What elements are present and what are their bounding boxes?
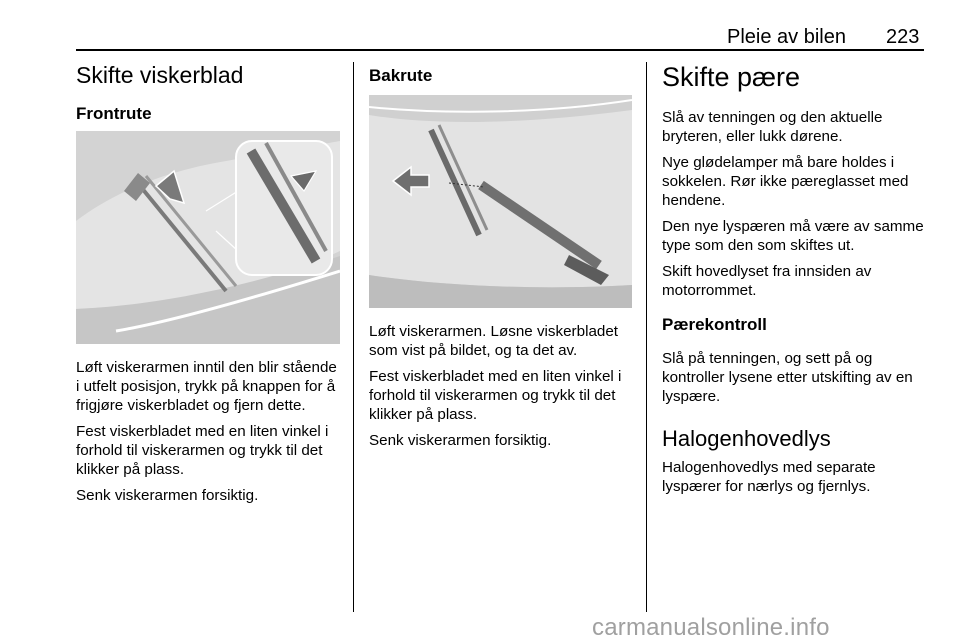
subheading-rear: Bakrute [369,66,433,85]
paragraph-front-2: Fest viskerbladet med en liten vinkel i forhold til viskerarmen og trykk til det klikker på plass. [76,423,329,478]
column-right [662,62,928,496]
subheading-front: Frontrute [76,104,152,123]
paragraph-front-1: Løft viskerarmen inntil den blir stående i utfelt posisjon, trykk på knappen for å frigjøre viskerbladet og fjern dette. [76,359,337,414]
paragraph-front-3: Senk viskerarmen forsiktig. [76,487,259,504]
running-header-title: Pleie av bilen [727,26,846,48]
page-number: 223 [886,26,920,48]
paragraph-bulb-3: Den nye lyspæren må være av samme type som den som skiftes ut. [662,218,924,254]
paragraph-rear-1: Løft viskerarmen. Løsne viskerbladet som vist på bildet, og ta det av. [369,323,618,359]
section-heading-halogen: Halogenhovedlys [662,426,831,451]
front-wiper-illustration [76,131,340,344]
paragraph-bulb-4: Skift hovedlyset fra innsiden av motorrommet. [662,263,872,299]
subheading-bulb-check: Pærekontroll [662,315,767,334]
column-divider-2 [646,62,647,612]
header-rule [76,49,924,51]
section-heading-bulb: Skifte pære [662,62,801,92]
paragraph-rear-2: Fest viskerbladet med en liten vinkel i forhold til viskerarmen og trykk til det klikker på plass. [369,368,622,423]
column-divider-1 [353,62,354,612]
rear-wiper-drawing [369,95,632,308]
rear-wiper-illustration [369,95,632,308]
paragraph-bulb-1: Slå av tenningen og den aktuelle bryteren, eller lukk dørene. [662,109,883,145]
paragraph-bulb-2: Nye glødelamper må bare holdes i sokkelen. Rør ikke pæreglasset med hendene. [662,154,909,209]
front-wiper-drawing [76,131,340,344]
paragraph-rear-3: Senk viskerarmen forsiktig. [369,432,552,449]
paragraph-halogen: Halogenhovedlys med separate lyspærer for nærlys og fjernlys. [662,459,876,495]
section-heading-wiper: Skifte viskerblad [76,62,244,88]
column-middle-body [369,322,635,450]
column-left-body [76,358,342,505]
watermark: carmanualsonline.info [592,614,830,641]
paragraph-bulb-5: Slå på tenningen, og sett på og kontroller lysene etter utskifting av en lyspære. [662,350,913,405]
